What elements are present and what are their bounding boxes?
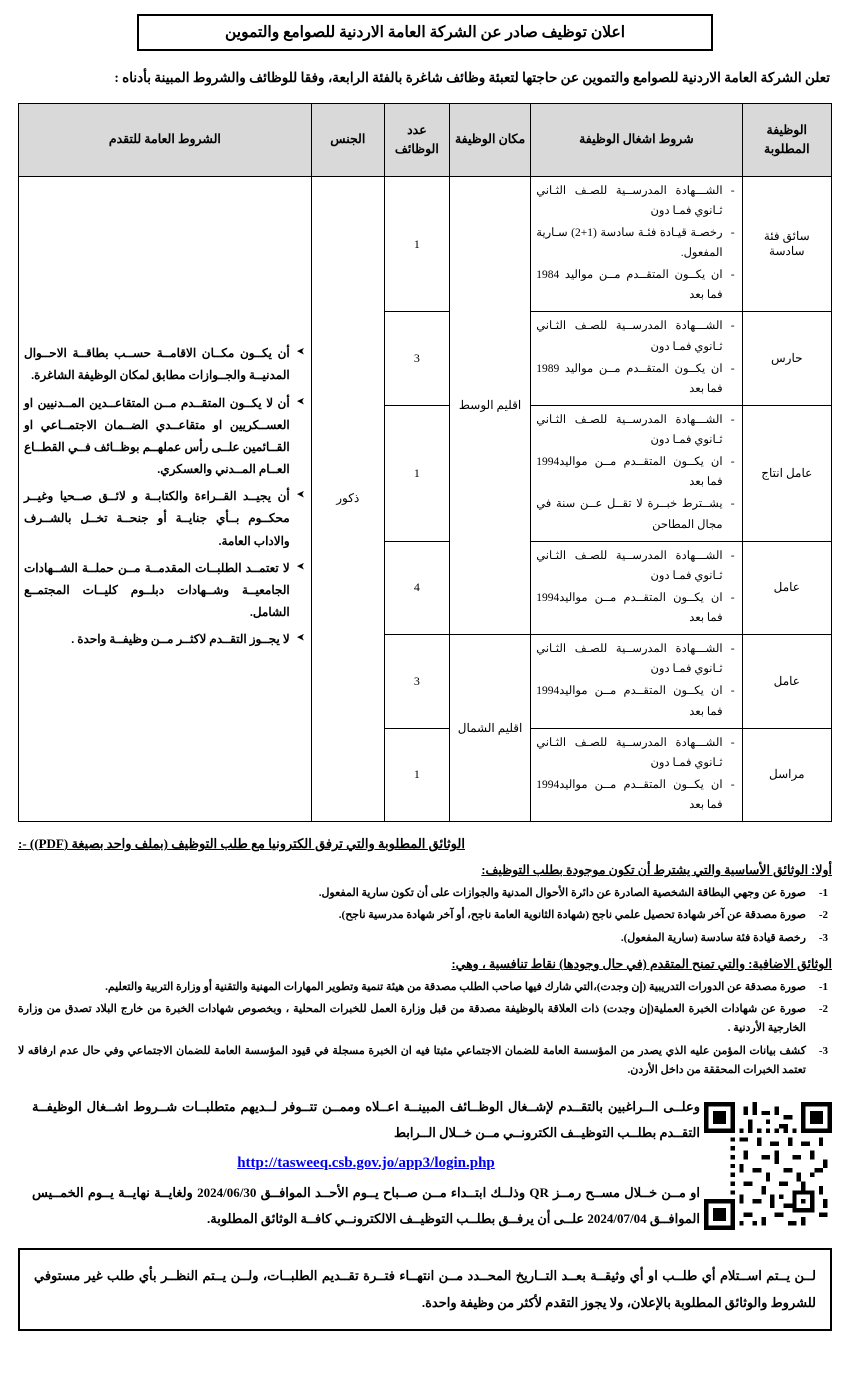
condition-item: - رخصـة قيـادة فئـة سادسة (1+2) سـارية المفعول. (536, 223, 722, 263)
apply-section (18, 1094, 832, 1232)
cell-job: عامل (742, 541, 831, 635)
conditions-list (536, 410, 736, 535)
apply-paragraph-1: وعلــى الــراغبين بالتقــدم لإشــغال الوظــائف المبينــة اعــلاه وممــن تتــوفر لــديهم متطلبــات شــروط اشــغال الوظيفــة التقــدم بطلــب التوظيــف الكترونــي مــن خــلال الــرابط (32, 1099, 700, 1141)
document-item: صورة مصدقة عن آخر شهادة تحصيل علمي ناجح (شهادة الثانوية العامة ناجح، أو آخر شهادة مدرسية ناجح). (338, 909, 806, 922)
header-conditions: شروط اشغال الوظيفة (531, 103, 742, 176)
cell-job: حارس (742, 312, 831, 406)
cell-conditions (531, 405, 742, 541)
condition-item: - ان يكــون المتقــدم مــن مواليد 1989 فما بعد (536, 359, 722, 399)
condition-item: - ان يكــون المتقــدم مــن مواليد1994 فما بعد (536, 588, 722, 628)
document-item: رخصة قيادة فئة سادسة (سارية المفعول). (620, 931, 806, 944)
conditions-list (536, 316, 736, 399)
cell-job: سائق فئة سادسة (742, 176, 831, 312)
apply-instructions (18, 1094, 704, 1232)
cell-place: اقليم الوسط (449, 176, 530, 635)
cell-job: عامل انتاج (742, 405, 831, 541)
documents-second-heading: الوثائق الاضافية: والتي تمنح المتقدم (في حال وجودها) نقاط تنافسية ، وهي: (451, 956, 832, 971)
cell-place: اقليم الشمال (449, 635, 530, 822)
conditions-list (536, 546, 736, 629)
condition-item: - الشـــهادة المدرســية للصـف الثـاني ثـانوي فمـا دون (536, 181, 722, 221)
header-general: الشروط العامة للتقدم (19, 103, 312, 176)
cell-conditions (531, 635, 742, 729)
conditions-list (536, 181, 736, 306)
document-item: صورة عن وجهي البطاقة الشخصية الصادرة عن دائرة الأحوال المدنية والجوازات على أن تكون سارية المفعول. (318, 887, 806, 900)
cell-gender: ذكور (311, 176, 384, 822)
general-condition-item: ➤ أن لا يكــون المتقــدم مــن المتقاعــدين المــدنيين او العســكريين او متقاعــدي الضــمان الاجتمــاعي او القــائمين علــى رأس عملهــم بوظــائف فــي القطــاع العــام المــدني والعسكري. (24, 392, 290, 481)
cell-count: 1 (384, 405, 449, 541)
documents-first-heading: أولا: الوثائق الأساسية والتي يشترط أن تكون موجودة بطلب التوظيف: (481, 863, 832, 878)
header-gender: الجنس (311, 103, 384, 176)
intro-paragraph: تعلن الشركة العامة الاردنية للصوامع والتموين عن حاجتها لتعبئة وظائف شاغرة بالفئة الرابعة، وفقا للوظائف والشروط المبينة بأدناه : (114, 70, 830, 85)
general-conditions-list (24, 342, 306, 650)
cell-conditions (531, 541, 742, 635)
table-header-row (19, 103, 832, 176)
application-link[interactable]: http://tasweeq.csb.gov.jo/app3/login.php (237, 1155, 495, 1172)
condition-item: - الشـــهادة المدرســية للصـف الثـاني ثـانوي فمـا دون (536, 639, 722, 679)
cell-conditions (531, 728, 742, 822)
conditions-list (536, 733, 736, 816)
condition-item: - الشـــهادة المدرســية للصـف الثـاني ثـانوي فمـا دون (536, 316, 722, 356)
cell-conditions (531, 176, 742, 312)
header-job: الوظيفة المطلوبة (742, 103, 831, 176)
general-condition-item: ➤ أن يكــون مكــان الاقامــة حســب بطاقــة الاحــوال المدنيــة والجــوازات مطابق لمكان الوظيفة الشاغرة. (24, 342, 290, 386)
condition-item: - ان يكــون المتقــدم مــن مواليد1994 فما بعد (536, 681, 722, 721)
condition-item: - يشــترط خبــرة لا تقــل عــن سنة في مجال المطاحن (536, 494, 722, 534)
general-condition-item: ➤ أن يجيــد القــراءة والكتابــة و لائــق صــحيا وغيــر محكــوم بــأي جنايــة أو جنحــة تخــل بالشــرف والاداب العامة. (24, 485, 290, 552)
condition-item: - الشـــهادة المدرســية للصـف الثـاني ثـانوي فمـا دون (536, 410, 722, 450)
condition-item: - الشـــهادة المدرســية للصـف الثـاني ثـانوي فمـا دون (536, 546, 722, 586)
cell-conditions (531, 312, 742, 406)
document-item: صورة عن شهادات الخبرة العملية(إن وجدت) ذات العلاقة بالوظيفة مصدقة من قبل وزارة العمل للخبرات المحلية ، وبخصوص شهادات الخبرة من خارج البلاد تصدق من وزارة الخارجية الأردنية . (18, 1003, 807, 1035)
general-condition-item: ➤ لا يجــوز التقــدم لاكثــر مــن وظيفــة واحدة . (24, 628, 290, 650)
documents-second-list (18, 978, 832, 1080)
conditions-list (536, 639, 736, 722)
cell-count: 3 (384, 635, 449, 729)
document-item: صورة مصدقة عن الدورات التدريبية (إن وجدت)،التي شارك فيها صاحب الطلب مصدقة من هيئة تنمية وتطوير المهارات المهنية والتقنية أو وزارة التربية والتعليم. (105, 980, 806, 993)
condition-item: - الشـــهادة المدرســية للصـف الثـاني ثـانوي فمـا دون (536, 733, 722, 773)
general-condition-item: ➤ لا تعتمــد الطلبــات المقدمــة مــن حملــة الشــهادات الجامعيــة وشــهادات دبلــوم كليــات المجتمــع الشامل. (24, 557, 290, 624)
header-count: عدد الوظائف (384, 103, 449, 176)
condition-item: - ان يكــون المتقــدم مــن مواليد1994 فما بعد (536, 775, 722, 815)
cell-count: 1 (384, 176, 449, 312)
document-item: كشف بيانات المؤمن عليه الذي يصدر من المؤسسة العامة للضمان الاجتماعي مثبتا فيه ان الخبرة مسجلة في قيود المؤسسة العامة للضمان الاجتماعي وفي حال عدم ارفاقه لا تعتمد الخبرات المحققة من داخل الأردن. (18, 1044, 806, 1076)
documents-first-list (18, 884, 832, 948)
cell-count: 4 (384, 541, 449, 635)
page-title: اعلان توظيف صادر عن الشركة العامة الاردنية للصوامع والتموين (137, 14, 713, 51)
jobs-table (18, 103, 832, 823)
condition-item: - ان يكــون المتقــدم مــن مواليد 1984 فما بعد (536, 265, 722, 305)
cell-count: 1 (384, 728, 449, 822)
cell-job: مراسل (742, 728, 831, 822)
header-place: مكان الوظيفة (449, 103, 530, 176)
condition-item: - ان يكــون المتقــدم مــن مواليد1994 فما بعد (536, 452, 722, 492)
qr-code-icon (704, 1102, 832, 1230)
footer-note: لــن يــتم اســتلام أي طلــب او أي وثيقــة بعــد التــاريخ المحــدد مــن انتهــاء فتــرة تقــديم الطلبــات، ولــن يــتم النظــر بأي طلب غير مستوفي للشروط والوثائق المطلوبة بالإعلان، ولا يجوز التقدم لأكثر من وظيفة واحدة. (18, 1248, 832, 1331)
cell-general-conditions (19, 176, 312, 822)
documents-heading: الوثائق المطلوبة والتي ترفق الكترونيا مع طلب التوظيف (بملف واحد بصيغة (PDF)) -: (18, 836, 465, 852)
cell-job: عامل (742, 635, 831, 729)
table-row (19, 176, 832, 312)
apply-paragraph-2: او مــن خــلال مســح رمــز QR وذلــك ابتــداء مــن صــباح يــوم الأحــد الموافــق 2024/06/30 ولغايــة نهايــة يــوم الخمــيس الموافــق 2024/07/04 علــى أن يرفــق بطلــب التوظيــف الالكترونــي كافــة الوثائق المطلوبة. (32, 1185, 701, 1227)
cell-count: 3 (384, 312, 449, 406)
